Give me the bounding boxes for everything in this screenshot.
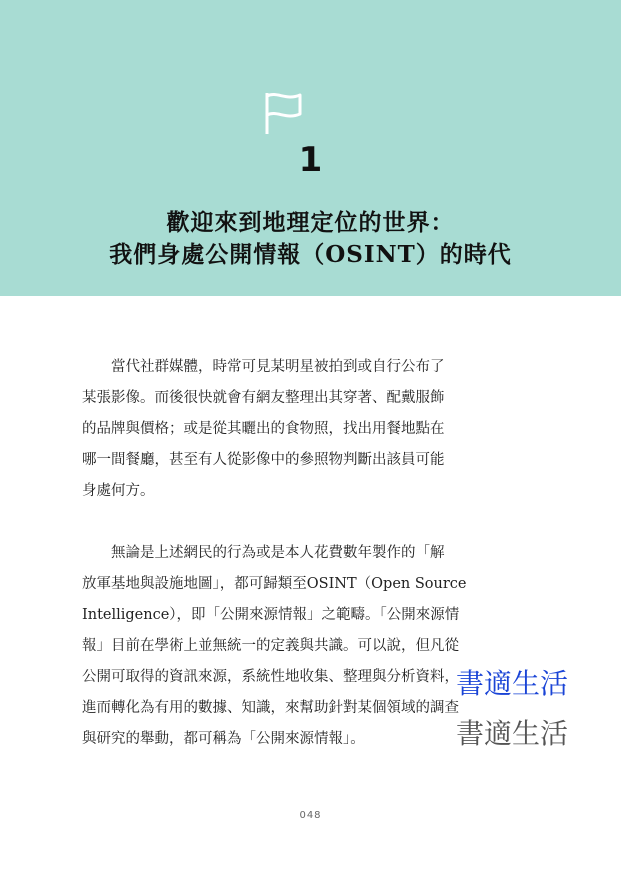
chapter-title-line-1: 歡迎來到地理定位的世界： bbox=[166, 209, 455, 236]
page-number: 048 bbox=[299, 810, 322, 821]
paragraph-2-line: 公開可取得的資訊來源，系統性地收集、整理與分析資料， bbox=[82, 669, 459, 685]
chapter-number: 1 bbox=[298, 140, 323, 180]
paragraph-2-line: 無論是上述網民的行為或是本人花費數年製作的「解 bbox=[111, 545, 445, 561]
paragraph-2-line: 進而轉化為有用的數據、知識，來幫助針對某個領域的調查 bbox=[82, 700, 459, 716]
paragraph-1-line: 某張影像。而後很快就會有網友整理出其穿著、配戴服飾 bbox=[82, 390, 445, 406]
watermark-gray: 書適生活 bbox=[456, 717, 569, 750]
chapter-header-band bbox=[0, 0, 621, 296]
paragraph-2-line: 放軍基地與設施地圖」，都可歸類至OSINT（Open Source bbox=[82, 576, 467, 592]
watermark-blue: 書適生活 bbox=[456, 667, 569, 700]
chapter-title-line-2: 我們身處公開情報（OSINT）的時代 bbox=[109, 241, 512, 268]
paragraph-2-line: 報」目前在學術上並無統一的定義與共識。可以說，但凡從 bbox=[82, 638, 459, 654]
paragraph-2-line: 與研究的舉動，都可稱為「公開來源情報」。 bbox=[82, 731, 365, 747]
paragraph-2-line: Intelligence），即「公開來源情報」之範疇。「公開來源情 bbox=[82, 607, 460, 623]
paragraph-1-line: 哪一間餐廳，甚至有人從影像中的參照物判斷出該員可能 bbox=[82, 452, 445, 468]
flag-icon bbox=[262, 90, 306, 136]
paragraph-1-line: 身處何方。 bbox=[82, 483, 155, 499]
paragraph-1-line: 的品牌與價格；或是從其曬出的食物照，找出用餐地點在 bbox=[82, 421, 445, 437]
paragraph-1-line: 當代社群媒體，時常可見某明星被拍到或自行公布了 bbox=[111, 359, 445, 375]
body-text bbox=[82, 352, 494, 755]
paragraph-gap bbox=[82, 507, 494, 538]
